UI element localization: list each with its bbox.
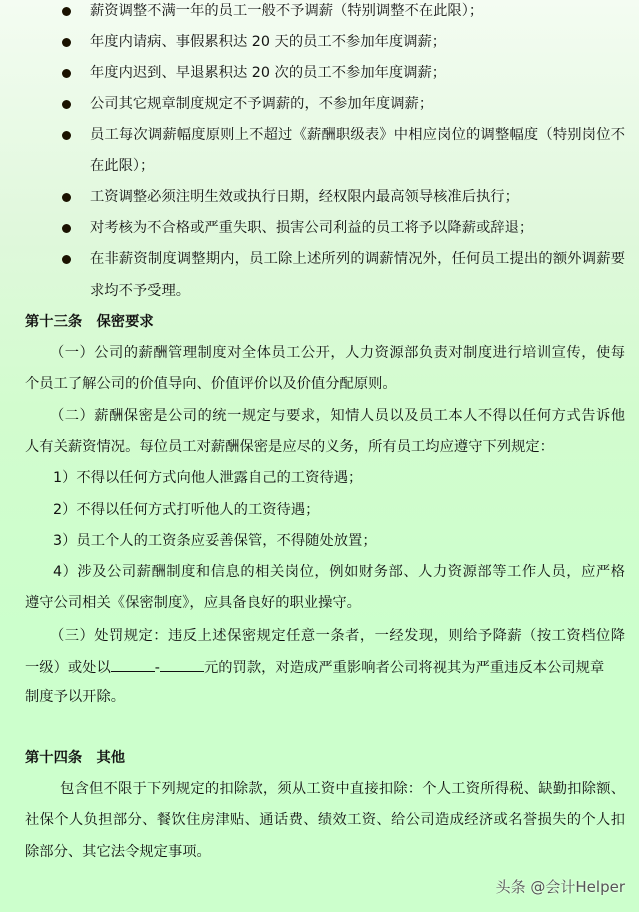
article-14-line2: 社保个人负担部分、餐饮住房津贴、通话费、绩效工资、给公司造成经济或名誉损失的个人扣 bbox=[25, 812, 625, 828]
bullet-icon bbox=[62, 131, 71, 140]
article-14-line1: 包含但不限于下列规定的扣除款，须从工资中直接扣除：个人工资所得税、缺勤扣除额、 bbox=[60, 781, 625, 797]
bullet-icon bbox=[62, 38, 71, 47]
bullet-item-line: 年度内请病、事假累积达 20 天的员工不参加年度调薪； bbox=[90, 34, 447, 50]
bullet-icon bbox=[62, 255, 71, 264]
bullet-item-line: 在此限）； bbox=[90, 158, 155, 174]
bullet-item-line: 求均不予受理。 bbox=[90, 283, 191, 299]
penalty-line2 bbox=[25, 657, 604, 678]
bullet-icon bbox=[62, 7, 71, 16]
article-13-heading bbox=[25, 312, 154, 332]
article-14-heading bbox=[25, 748, 125, 768]
heading-text: 第十四条 其他 bbox=[25, 750, 126, 766]
article-13-p2-line2: 人有关薪资情况。每位员工对薪酬保密是应尽的义务，所有员工均应遵守下列规定： bbox=[25, 439, 554, 455]
dash: - bbox=[154, 660, 160, 676]
bullet-icon bbox=[62, 224, 71, 233]
confidentiality-item-2: 2）不得以任何方式打听他人的工资待遇； bbox=[53, 502, 320, 518]
penalty-text-b: 元的罚款，对造成严重影响者公司将视其为严重违反本公司规章 bbox=[203, 660, 605, 676]
fine-min-blank bbox=[111, 657, 155, 672]
bullet-icon bbox=[62, 193, 71, 202]
confidentiality-item-4-line1: 4）涉及公司薪酬制度和信息的相关岗位，例如财务部、人力资源部等工作人员，应严格 bbox=[53, 564, 625, 580]
article-13-p2-line1: （二）薪酬保密是公司的统一规定与要求，知情人员以及员工本人不得以任何方式告诉他 bbox=[50, 408, 625, 424]
bullet-icon bbox=[62, 69, 71, 78]
bullet-item-line: 工资调整必须注明生效或执行日期，经权限内最高领导核准后执行； bbox=[90, 189, 519, 205]
article-13-p1-line2: 个员工了解公司的价值导向、价值评价以及价值分配原则。 bbox=[25, 376, 397, 392]
fine-max-blank bbox=[160, 657, 204, 672]
confidentiality-item-1: 1）不得以任何方式向他人泄露自己的工资待遇； bbox=[53, 470, 363, 486]
bullet-item-line: 公司其它规章制度规定不予调薪的，不参加年度调薪； bbox=[90, 96, 434, 112]
article-14-line3: 除部分、其它法令规定事项。 bbox=[25, 844, 211, 860]
confidentiality-item-3: 3）员工个人的工资条应妥善保管，不得随处放置； bbox=[53, 533, 377, 549]
bullet-item-line: 对考核为不合格或严重失职、损害公司利益的员工将予以降薪或辞退； bbox=[90, 220, 534, 236]
bullet-item-line: 薪资调整不满一年的员工一般不予调薪（特别调整不在此限）； bbox=[90, 3, 484, 19]
bullet-icon bbox=[62, 100, 71, 109]
watermark: 头条 @会计Helper bbox=[495, 878, 625, 896]
penalty-text-a: 一级）或处以 bbox=[25, 660, 111, 676]
penalty-line1: （三）处罚规定：违反上述保密规定任意一条者，一经发现，则给予降薪（按工资档位降 bbox=[50, 628, 625, 644]
article-13-p1-line1: （一）公司的薪酬管理制度对全体员工公开，人力资源部负责对制度进行培训宣传，使每 bbox=[50, 345, 625, 361]
bullet-item-line: 年度内迟到、早退累积达 20 次的员工不参加年度调薪； bbox=[90, 65, 447, 81]
bullet-item-line: 在非薪资制度调整期内，员工除上述所列的调薪情况外，任何员工提出的额外调薪要 bbox=[90, 251, 625, 267]
bullet-item-line: 员工每次调薪幅度原则上不超过《薪酬职级表》中相应岗位的调整幅度（特别岗位不 bbox=[90, 127, 625, 143]
heading-text: 第十三条 保密要求 bbox=[25, 314, 154, 330]
penalty-line3: 制度予以开除。 bbox=[25, 689, 126, 705]
confidentiality-item-4-line2: 遵守公司相关《保密制度》，应具备良好的职业操守。 bbox=[25, 595, 361, 611]
